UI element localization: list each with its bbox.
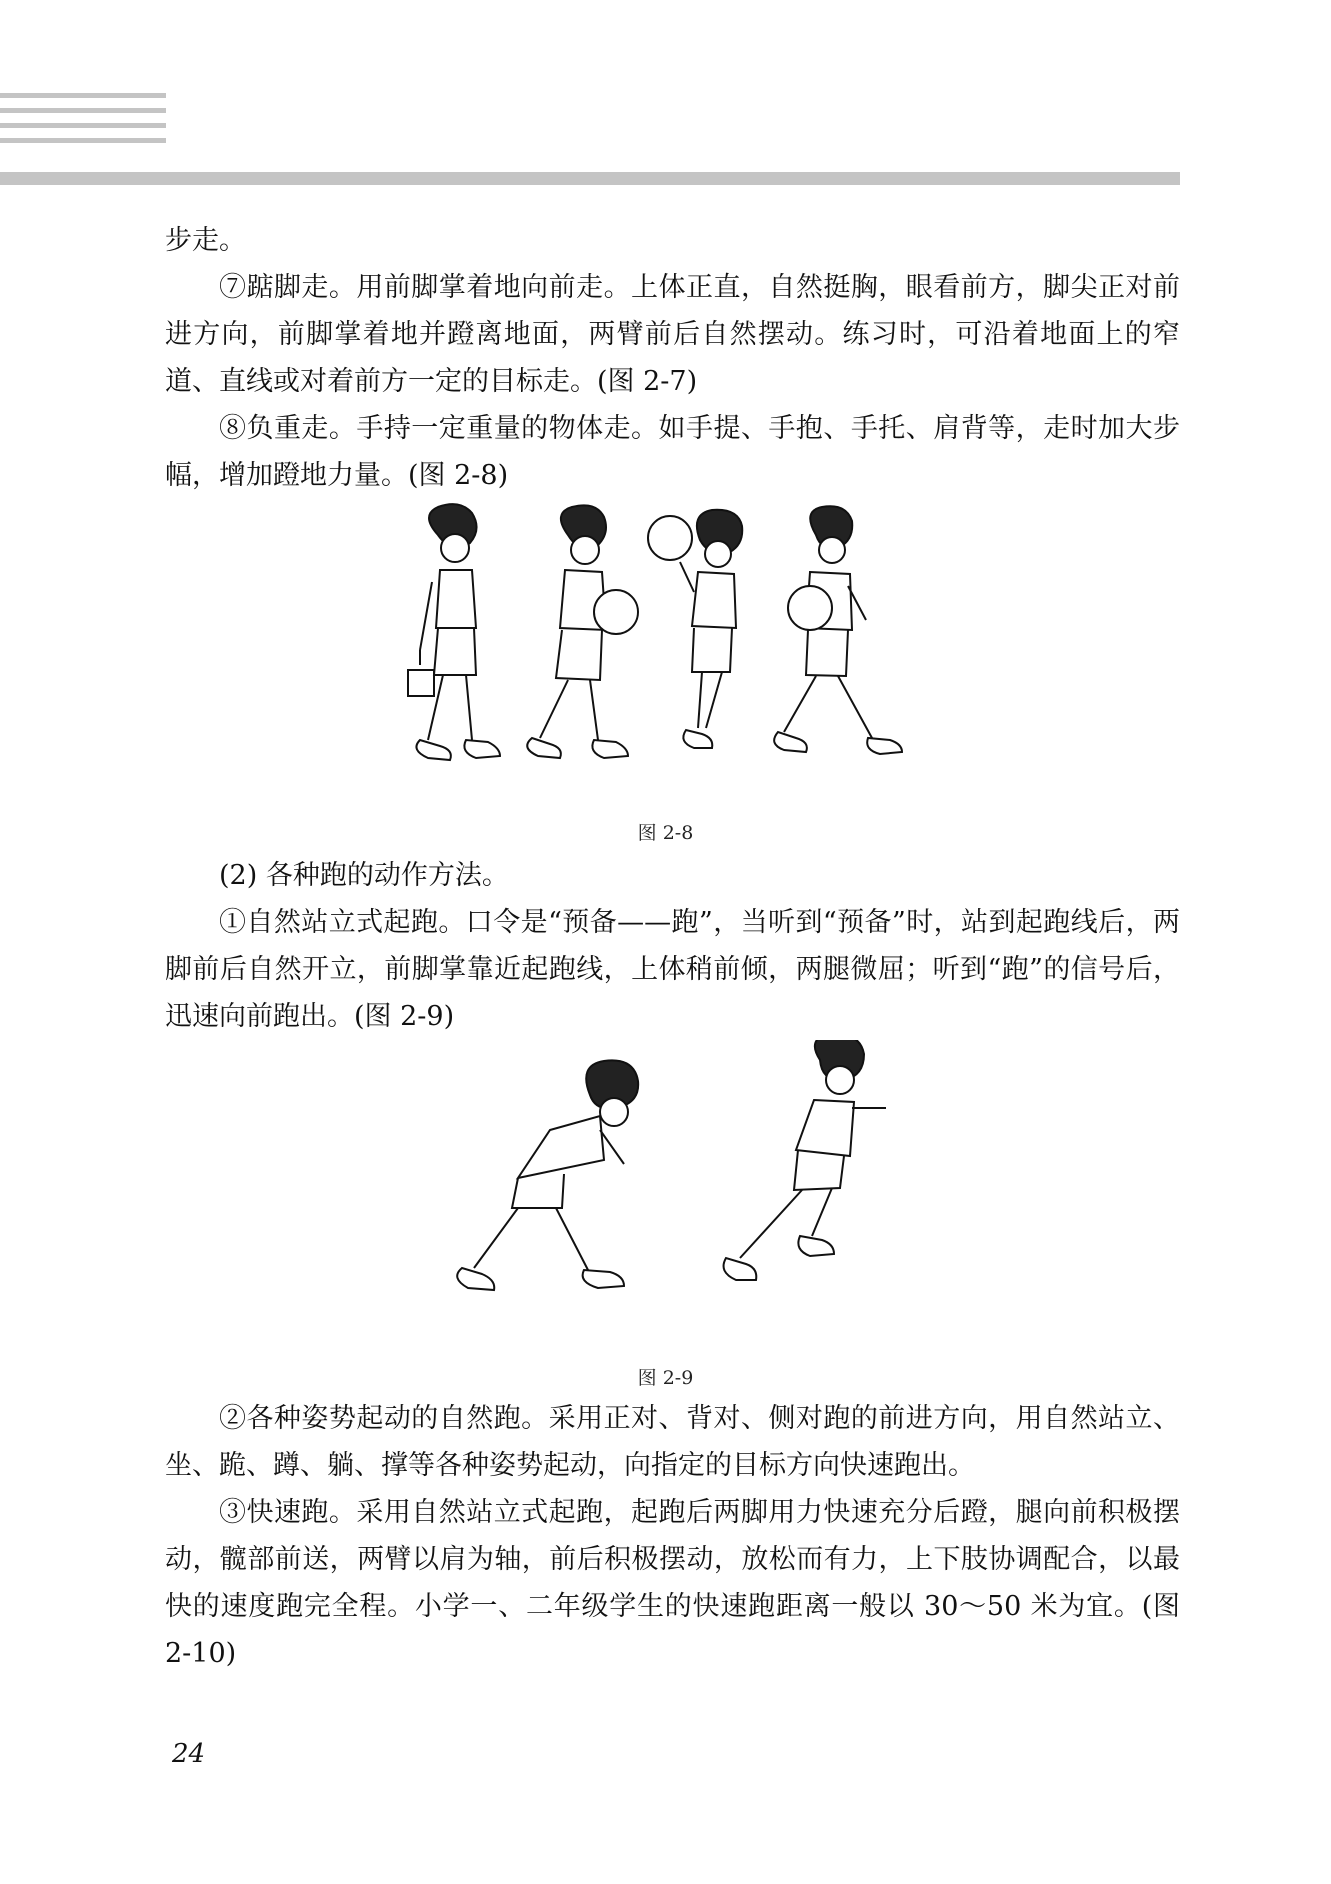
- walker-holding-ball: [527, 505, 638, 758]
- paragraph-fast-run: ③快速跑。采用自然站立式起跑，起跑后两脚用力快速充分后蹬，腿向前积极摆动，髋部前送，两臂以肩为轴，前后积极摆动，放松而有力，上下肢协调配合，以最快的速度跑完全程。小学一、二年级学生的快速跑距离一般以 30～50 米为宜。(图 2-10): [165, 1497, 1180, 1669]
- paragraph-natural-run-starts: ②各种姿势起动的自然跑。采用正对、背对、侧对跑的前进方向，用自然站立、坐、跪、蹲、躺、撑等各种姿势起动，向指定的目标方向快速跑出。: [165, 1403, 1180, 1481]
- paragraph-running-methods-heading: (2) 各种跑的动作方法。: [219, 860, 509, 891]
- walker-balancing-ball: [648, 510, 742, 748]
- figure-2-8-caption: 图 2-8: [637, 822, 694, 844]
- header-stripes: [0, 93, 166, 153]
- paragraph-tiptoe-walk: ⑦踮脚走。用前脚掌着地向前走。上体正直，自然挺胸，眼看前方，脚尖正对前进方向，前脚掌着地并蹬离地面，两臂前后自然摆动。练习时，可沿着地面上的窄道、直线或对着前方一定的目标走。(图 2-7): [165, 272, 1180, 397]
- runner-ready-stance: [457, 1060, 638, 1290]
- header-stripe: [0, 93, 166, 98]
- header-rule: [0, 172, 1180, 185]
- text-block-bottom: [165, 1395, 1180, 1677]
- paragraph-standing-start: ①自然站立式起跑。口令是“预备——跑”，当听到“预备”时，站到起跑线后，两脚前后自然开立，前脚掌靠近起跑线，上体稍前倾，两腿微屈；听到“跑”的信号后，迅速向前跑出。(图 2-9): [165, 907, 1180, 1032]
- runner-sprinting: [724, 1040, 886, 1280]
- text-block-middle: [165, 852, 1180, 1040]
- header-stripe: [0, 138, 166, 143]
- figure-2-8-illustration: [380, 500, 960, 790]
- page-number: 24: [172, 1739, 206, 1769]
- header-stripe: [0, 123, 166, 128]
- text-block-top: [165, 217, 1180, 499]
- paragraph-weighted-walk: ⑧负重走。手持一定重量的物体走。如手提、手抱、手托、肩背等，走时加大步幅，增加蹬地力量。(图 2-8): [165, 413, 1180, 491]
- figure-2-9-caption: 图 2-9: [637, 1367, 694, 1389]
- figure-2-9-illustration: [440, 1040, 910, 1330]
- paragraph-continuation: 步走。: [165, 225, 246, 256]
- header-stripe: [0, 108, 166, 113]
- walker-carrying-ball-on-hip: [774, 506, 902, 754]
- walker-carrying-bucket: [408, 504, 500, 760]
